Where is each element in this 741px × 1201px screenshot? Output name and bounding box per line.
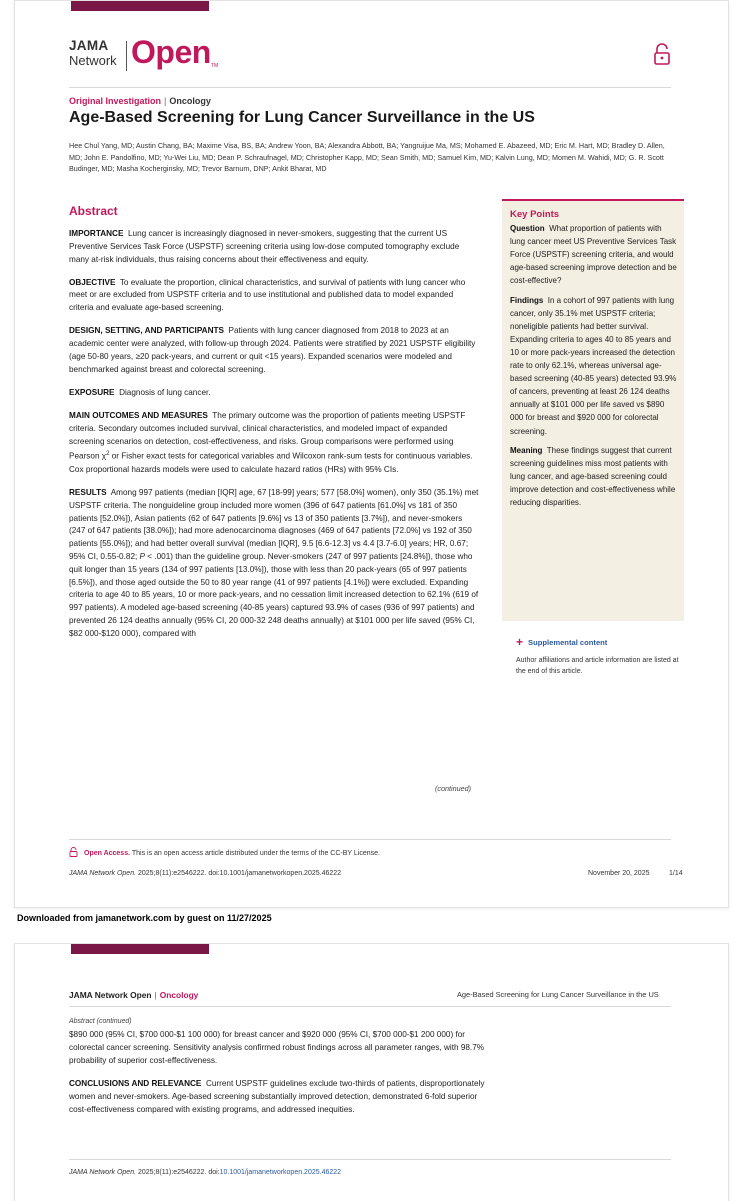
header-rule	[69, 87, 671, 88]
article-title: Age-Based Screening for Lung Cancer Surveillance in the US	[69, 109, 535, 126]
question-label: Question	[510, 224, 545, 234]
abstract-body	[69, 228, 479, 651]
meaning-label: Meaning	[510, 445, 543, 455]
article-page-1	[14, 0, 729, 908]
supplemental-content-link[interactable]	[516, 635, 607, 649]
abstract-objective	[69, 277, 479, 315]
continued-note: (continued)	[435, 784, 471, 793]
results-continued: $890 000 (95% CI, $700 000-$1 100 000) for breast cancer and $920 000 (95% CI, $700 000-$1 200 000) for colorectal cancer screening. Sensitivity analysis confirmed robust findings across all parameter ranges, with 98.7% probability of superior cost-effectiveness.	[69, 1030, 485, 1065]
open-access-lock-icon	[69, 847, 78, 857]
open-access-text: This is an open access article distributed under the terms of the CC-BY License.	[131, 850, 380, 857]
footer-citation-text: 2025;8(11):e2546222. doi:10.1001/jamanetworkopen.2025.46222	[138, 870, 342, 877]
findings-label: Findings	[510, 295, 544, 305]
outcomes-text-2: or Fisher exact tests for categorical variables and Wilcoxon rank-sum tests for continuous variables. Cox proportional hazards models were used to calculate hazard ratios (HRs) with 95% CIs.	[69, 452, 473, 474]
objective-text: To evaluate the proportion, clinical characteristics, and survival of patients with lung cancer who meet or are excluded from USPSTF criteria and to use institutional and published data to model expanded criteria and evaluate age-based screening.	[69, 277, 466, 313]
abstract-exposure	[69, 387, 479, 400]
results-label: RESULTS	[69, 487, 107, 497]
outcomes-superscript: 2	[106, 451, 110, 458]
footer-citation-text-2: 2025;8(11):e2546222. doi:	[138, 1169, 220, 1176]
open-access-note	[69, 847, 380, 857]
abstract-heading: Abstract	[69, 204, 118, 218]
open-lock-icon	[653, 43, 671, 65]
findings-text: In a cohort of 997 patients with lung cancer, only 35.1% met USPSTF criteria; noneligible patients had better survival. Expanding criteria to ages 40 to 85 years and 10 or more pack-years increased the detection rate to only 62.1%, whereas universal age-based screening (40-85 years) detected 93.9% of cancers, preventing at least 26 124 deaths annually at $101 000 per life saved vs $890 000 for breast and $920 000 for colorectal screening.	[510, 295, 677, 436]
exposure-label: EXPOSURE	[69, 387, 115, 397]
importance-text: Lung cancer is increasingly diagnosed in never-smokers, suggesting that the current US Preventive Services Task Force (USPSTF) screening criteria using low-dose computed tomography exclude many at-risk individuals, thus raising concerns about their effectiveness and equity.	[69, 229, 460, 264]
top-accent-bar	[71, 944, 209, 954]
footer-rule-2	[69, 1159, 671, 1160]
article-type: Original Investigation	[69, 96, 162, 106]
conclusions-text: Current USPSTF guidelines exclude two-thirds of patients, disproportionately women and never-smokers. Age-based screening substantially improved detection, demonstrated 6-fold superior cost-effectiveness compared with existing programs, and addressed inequities.	[69, 1079, 485, 1114]
logo-network: Network	[69, 53, 117, 68]
design-label: DESIGN, SETTING, AND PARTICIPANTS	[69, 326, 224, 336]
footer-journal-2: JAMA Network Open.	[69, 1169, 137, 1176]
abstract-importance	[69, 228, 479, 266]
footer-date: November 20, 2025	[588, 870, 650, 877]
meaning-text: These findings suggest that current screening guidelines miss most patients with lung cancer, and age-based screening could improve detection and cost-effectiveness while reducing disparities.	[510, 445, 676, 507]
download-note: Downloaded from jamanetwork.com by guest on 11/27/2025	[17, 913, 272, 923]
outcomes-text-1: The primary outcome was the proportion of patients meeting USPSTF criteria. Secondary outcomes included survival, clinical characteristics, and modeled impact of expanded screening scenarios on detection, cost-effectiveness, and risks. Group comparisons were performed using Pearson χ	[69, 410, 466, 462]
objective-label: OBJECTIVE	[69, 277, 116, 287]
doi-link[interactable]: 10.1001/jamanetworkopen.2025.46222	[219, 1169, 342, 1176]
section-separator: |	[164, 96, 167, 106]
conclusions-label: CONCLUSIONS AND RELEVANCE	[69, 1079, 202, 1089]
abstract-conclusions	[69, 1078, 489, 1116]
supplemental-label: Supplemental content	[528, 638, 608, 647]
article-section-line	[69, 96, 211, 106]
key-points-findings	[510, 294, 677, 438]
key-points-heading: Key Points	[510, 209, 560, 220]
running-journal: JAMA Network Open	[69, 990, 152, 1000]
design-text: Patients with lung cancer diagnosed from 2018 to 2023 at an academic center were analyzed, with follow-up through 2024. Patients were stratified by 2021 USPSTF eligibility (age 50-80 years, ≥20 pack-years, and current or quit <15 years). Expanded scenarios were modeled and benchmarked against breast and colorectal screening.	[69, 326, 476, 374]
abstract-continued-body	[69, 1029, 489, 1128]
logo-tm: TM	[211, 63, 219, 69]
key-points-question	[510, 222, 677, 287]
article-page-2	[14, 943, 729, 1201]
results-p-value: P	[139, 551, 146, 561]
abstract-results	[69, 487, 479, 641]
logo-divider	[126, 41, 127, 71]
footer-page-number: 1/14	[669, 870, 683, 877]
article-topic: Oncology	[169, 96, 211, 106]
running-topic: Oncology	[159, 990, 199, 1000]
logo-open: Open	[131, 34, 211, 70]
running-title: Age-Based Screening for Lung Cancer Surveillance in the US	[457, 990, 659, 999]
running-header-rule	[69, 1006, 671, 1007]
top-accent-bar	[71, 1, 209, 11]
footer-rule	[69, 839, 671, 840]
plus-icon: +	[516, 635, 524, 649]
exposure-text: Diagnosis of lung cancer.	[119, 387, 211, 397]
running-separator: |	[154, 990, 157, 1000]
running-header-left	[69, 990, 198, 1000]
abstract-design	[69, 325, 479, 376]
results-text-2: < .001) than the guideline group. Never-smokers (247 of 997 patients [24.8%]), those who quit longer than 15 years (134 of 997 patients [13.0%]), those with less than 20 pack-years (65 of 997 patients [6.5%]), and those aged outside the 50 to 80 year range (41 of 997 patients [4.1%]) were excluded. Expanding criteria to age 40 to 85 years, 10 or more pack-years, and no cessation limit increased detection to 62.1% (619 of 997 patients). A modeled age-based screening (40-85 years) captured 93.9% of cases (936 of 997 patients) and prevented 26 124 deaths annually (95% CI, 20 000-32 248 deaths annually) at $101 000 per life saved (95% CI, $82 000-$120 000), compared with	[69, 551, 479, 638]
key-points-meaning	[510, 444, 677, 509]
abstract-continued-label: Abstract (continued)	[69, 1018, 132, 1025]
importance-label: IMPORTANCE	[69, 229, 124, 238]
affiliations-note: Author affiliations and article information are listed at the end of this article.	[516, 657, 679, 675]
outcomes-label: MAIN OUTCOMES AND MEASURES	[69, 410, 208, 420]
abstract-outcomes	[69, 410, 479, 477]
footer-citation	[69, 870, 341, 877]
key-points-box	[502, 199, 684, 621]
results-text-1: Among 997 patients (median [IQR] age, 67 [18-99] years; 577 [58.0%] women), only 350 (35.1%) met USPSTF criteria. The nonguideline group included more women (396 of 647 patients [61.0%] vs 181 of 350 patients [52.0%]), Asian patients (62 of 647 patients [9.6%] vs 13 of 350 patients [3.7%]), and never-smokers (247 of 647 patients [38.0%]); had more adenocarcinoma diagnoses (469 of 647 patients [72.0%] vs 192 of 350 patients [55.0%]); and had better overall survival (median [IQR], 9.5 [6.6-12.3] vs 4.4 [3.7-6.0] years; HR, 0.67; 95% CI, 0.55-0.82;	[69, 487, 479, 561]
question-text: What proportion of patients with lung cancer meet US Preventive Services Task Force (USPSTF) screening criteria, and would age-based screening improve detection and be cost-effective?	[510, 224, 677, 286]
open-access-label: Open Access.	[84, 850, 131, 857]
author-list: Hee Chul Yang, MD; Austin Chang, BA; Maxime Visa, BS, BA; Andrew Yoon, BA; Alexandra Abbott, BA; Yangruijue Ma, MS; Mohamed E. Abazeed, MD; Eric M. Hart, MD; Bradley D. Allen, MD; John E. Pandolfino, MD; Yu-Wei Liu, MD; Dean P. Schraufnagel, MD; Christopher Kapp, MD; Sean Smith, MD; Samuel Kim, MD; Kalvin Lung, MD; Momen M. Wahidi, MD; G. R. Scott Budinger, MD; Masha Kocherginsky, MD; Trevor Barnum, DNP; Ankit Bharat, MD	[69, 141, 665, 174]
logo-jama: JAMA	[69, 38, 109, 53]
footer-citation-2	[69, 1169, 341, 1176]
footer-journal: JAMA Network Open.	[69, 870, 137, 877]
